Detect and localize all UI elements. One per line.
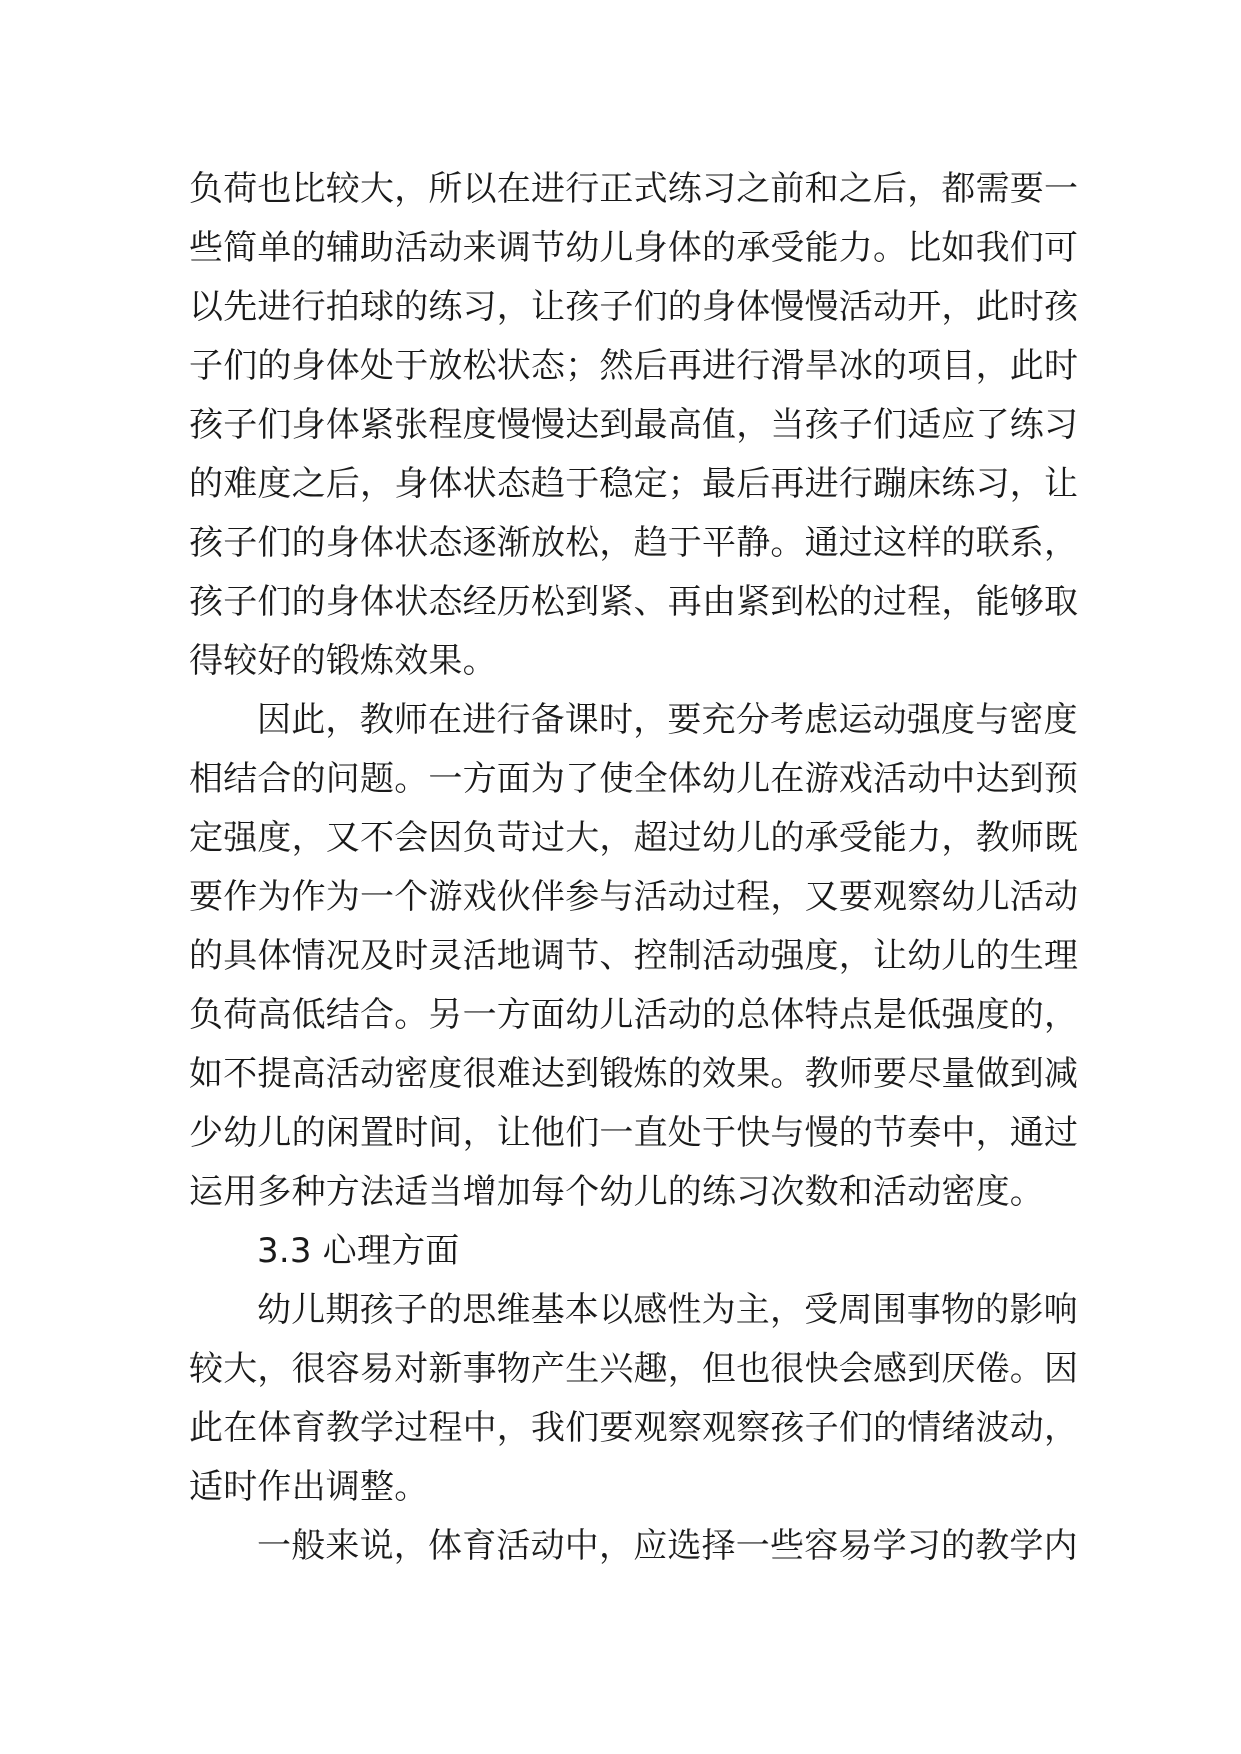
text-line: 孩子们身体紧张程度慢慢达到最高值，当孩子们适应了练习 bbox=[189, 405, 1079, 445]
text-line: 如不提高活动密度很难达到锻炼的效果。教师要尽量做到减 bbox=[189, 1054, 1079, 1094]
text-line: 少幼儿的闲置时间，让他们一直处于快与慢的节奏中，通过 bbox=[189, 1113, 1079, 1153]
section-heading: 3.3 心理方面 bbox=[257, 1231, 460, 1271]
text-line: 运用多种方法适当增加每个幼儿的练习次数和活动密度。 bbox=[189, 1172, 1044, 1212]
paragraph-start-line: 因此，教师在进行备课时，要充分考虑运动强度与密度 bbox=[257, 700, 1078, 740]
text-line: 适时作出调整。 bbox=[189, 1467, 429, 1507]
text-line: 较大，很容易对新事物产生兴趣，但也很快会感到厌倦。因 bbox=[189, 1349, 1079, 1389]
text-line: 孩子们的身体状态经历松到紧、再由紧到松的过程，能够取 bbox=[189, 582, 1079, 622]
text-line: 孩子们的身体状态逐渐放松，趋于平静。通过这样的联系， bbox=[189, 523, 1079, 563]
text-line: 相结合的问题。一方面为了使全体幼儿在游戏活动中达到预 bbox=[189, 759, 1079, 799]
text-line: 以先进行拍球的练习，让孩子们的身体慢慢活动开，此时孩 bbox=[189, 287, 1079, 327]
text-line: 此在体育教学过程中，我们要观察观察孩子们的情绪波动， bbox=[189, 1408, 1079, 1448]
text-line: 负荷高低结合。另一方面幼儿活动的总体特点是低强度的， bbox=[189, 995, 1079, 1035]
text-line: 的难度之后，身体状态趋于稳定；最后再进行蹦床练习，让 bbox=[189, 464, 1079, 504]
body-text bbox=[189, 160, 1079, 1576]
text-line: 定强度，又不会因负苛过大，超过幼儿的承受能力，教师既 bbox=[189, 818, 1079, 858]
text-line: 的具体情况及时灵活地调节、控制活动强度，让幼儿的生理 bbox=[189, 936, 1079, 976]
paragraph-start-line: 一般来说，体育活动中，应选择一些容易学习的教学内 bbox=[257, 1526, 1078, 1566]
text-line: 要作为作为一个游戏伙伴参与活动过程，又要观察幼儿活动 bbox=[189, 877, 1079, 917]
paragraph-start-line: 幼儿期孩子的思维基本以感性为主，受周围事物的影响 bbox=[257, 1290, 1078, 1330]
text-line: 负荷也比较大，所以在进行正式练习之前和之后，都需要一 bbox=[189, 169, 1079, 209]
text-line: 得较好的锻炼效果。 bbox=[189, 641, 497, 681]
text-line: 子们的身体处于放松状态；然后再进行滑旱冰的项目，此时 bbox=[189, 346, 1079, 386]
text-line: 些简单的辅助活动来调节幼儿身体的承受能力。比如我们可 bbox=[189, 228, 1079, 268]
